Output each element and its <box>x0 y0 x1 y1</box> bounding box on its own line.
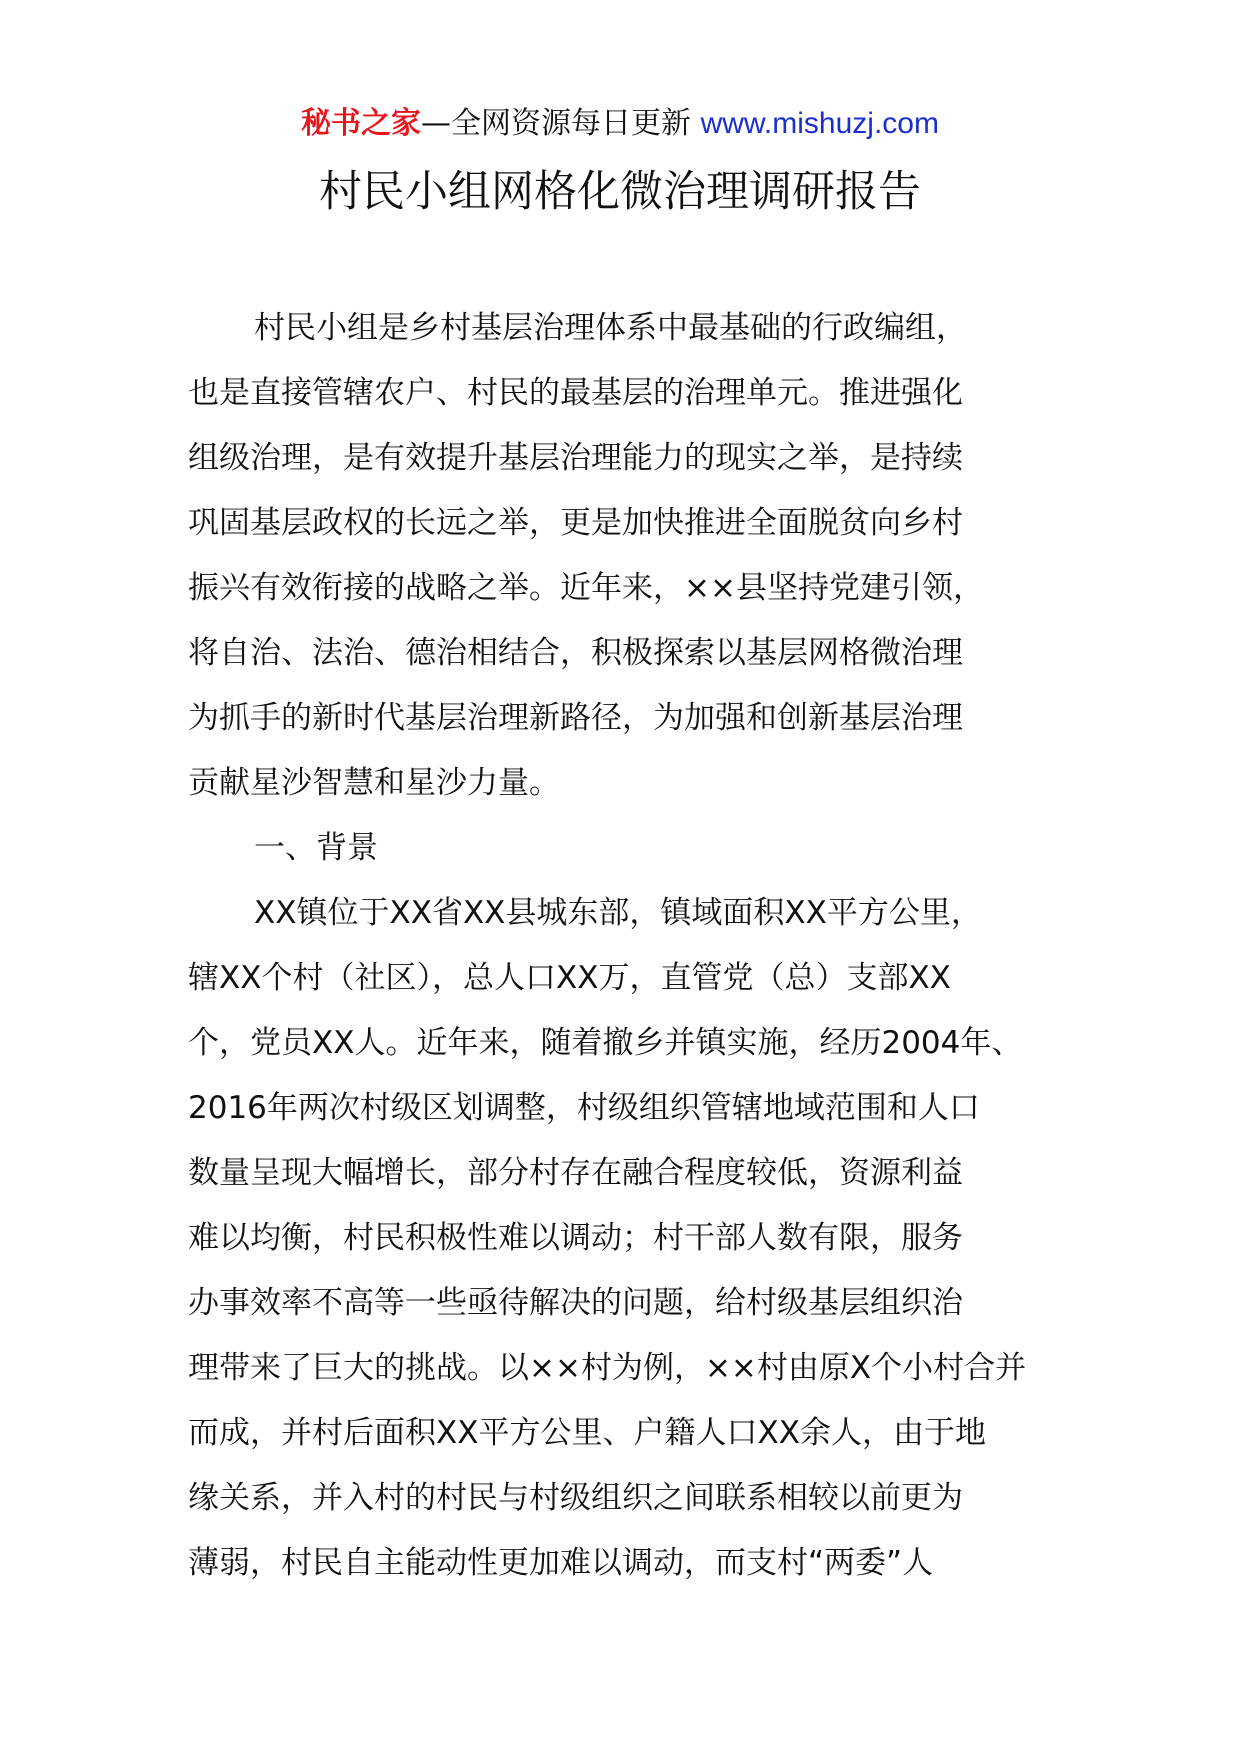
paragraph-line: 2016年两次村级区划调整，村级组织管辖地域范围和人口 <box>188 1090 980 1126</box>
paragraph-line: 缘关系，并入村的村民与村级组织之间联系相较以前更为 <box>188 1480 963 1516</box>
paragraph-line: 村民小组是乡村基层治理体系中最基础的行政编组， <box>254 310 967 346</box>
paragraph-line: 巩固基层政权的长远之举，更是加快推进全面脱贫向乡村 <box>188 505 963 541</box>
paragraph-line: 也是直接管辖农户、村民的最基层的治理单元。推进强化 <box>188 375 963 411</box>
paragraph-line: 个，党员XX人。近年来，随着撤乡并镇实施，经历2004年、 <box>188 1025 1023 1061</box>
site-header <box>0 104 1240 144</box>
document-title: 村民小组网格化微治理调研报告 <box>319 167 921 217</box>
paragraph-line: 振兴有效衔接的战略之举。近年来，××县坚持党建引领， <box>188 570 984 606</box>
paragraph-line: XX镇位于XX省XX县城东部，镇域面积XX平方公里， <box>254 895 982 931</box>
paragraph-line: 而成，并村后面积XX平方公里、户籍人口XX余人，由于地 <box>188 1415 986 1451</box>
site-url-link[interactable]: www.mishuzj.com <box>700 107 939 140</box>
document-body <box>188 296 1088 1596</box>
paragraph-line: 组级治理，是有效提升基层治理能力的现实之举，是持续 <box>188 440 963 476</box>
paragraph-line: 数量呈现大幅增长，部分村存在融合程度较低，资源利益 <box>188 1155 963 1191</box>
paragraph-line: 难以均衡，村民积极性难以调动；村干部人数有限，服务 <box>188 1220 963 1256</box>
paragraph-line: 理带来了巨大的挑战。以××村为例，××村由原X个小村合并 <box>188 1350 1027 1386</box>
paragraph-line: 辖XX个村（社区），总人口XX万，直管党（总）支部XX <box>188 960 951 996</box>
paragraph-line: 贡献星沙智慧和星沙力量。 <box>188 765 560 801</box>
header-tagline: —全网资源每日更新 <box>421 106 692 141</box>
paragraph-line: 薄弱，村民自主能动性更加难以调动，而支村“两委”人 <box>188 1545 934 1581</box>
paragraph-line: 办事效率不高等一些亟待解决的问题，给村级基层组织治 <box>188 1285 963 1321</box>
paragraph-line: 为抓手的新时代基层治理新路径，为加强和创新基层治理 <box>188 700 963 736</box>
brand-name: 秘书之家 <box>301 106 422 141</box>
paragraph-line: 将自治、法治、德治相结合，积极探索以基层网格微治理 <box>188 635 963 671</box>
section-heading: 一、背景 <box>254 830 378 866</box>
